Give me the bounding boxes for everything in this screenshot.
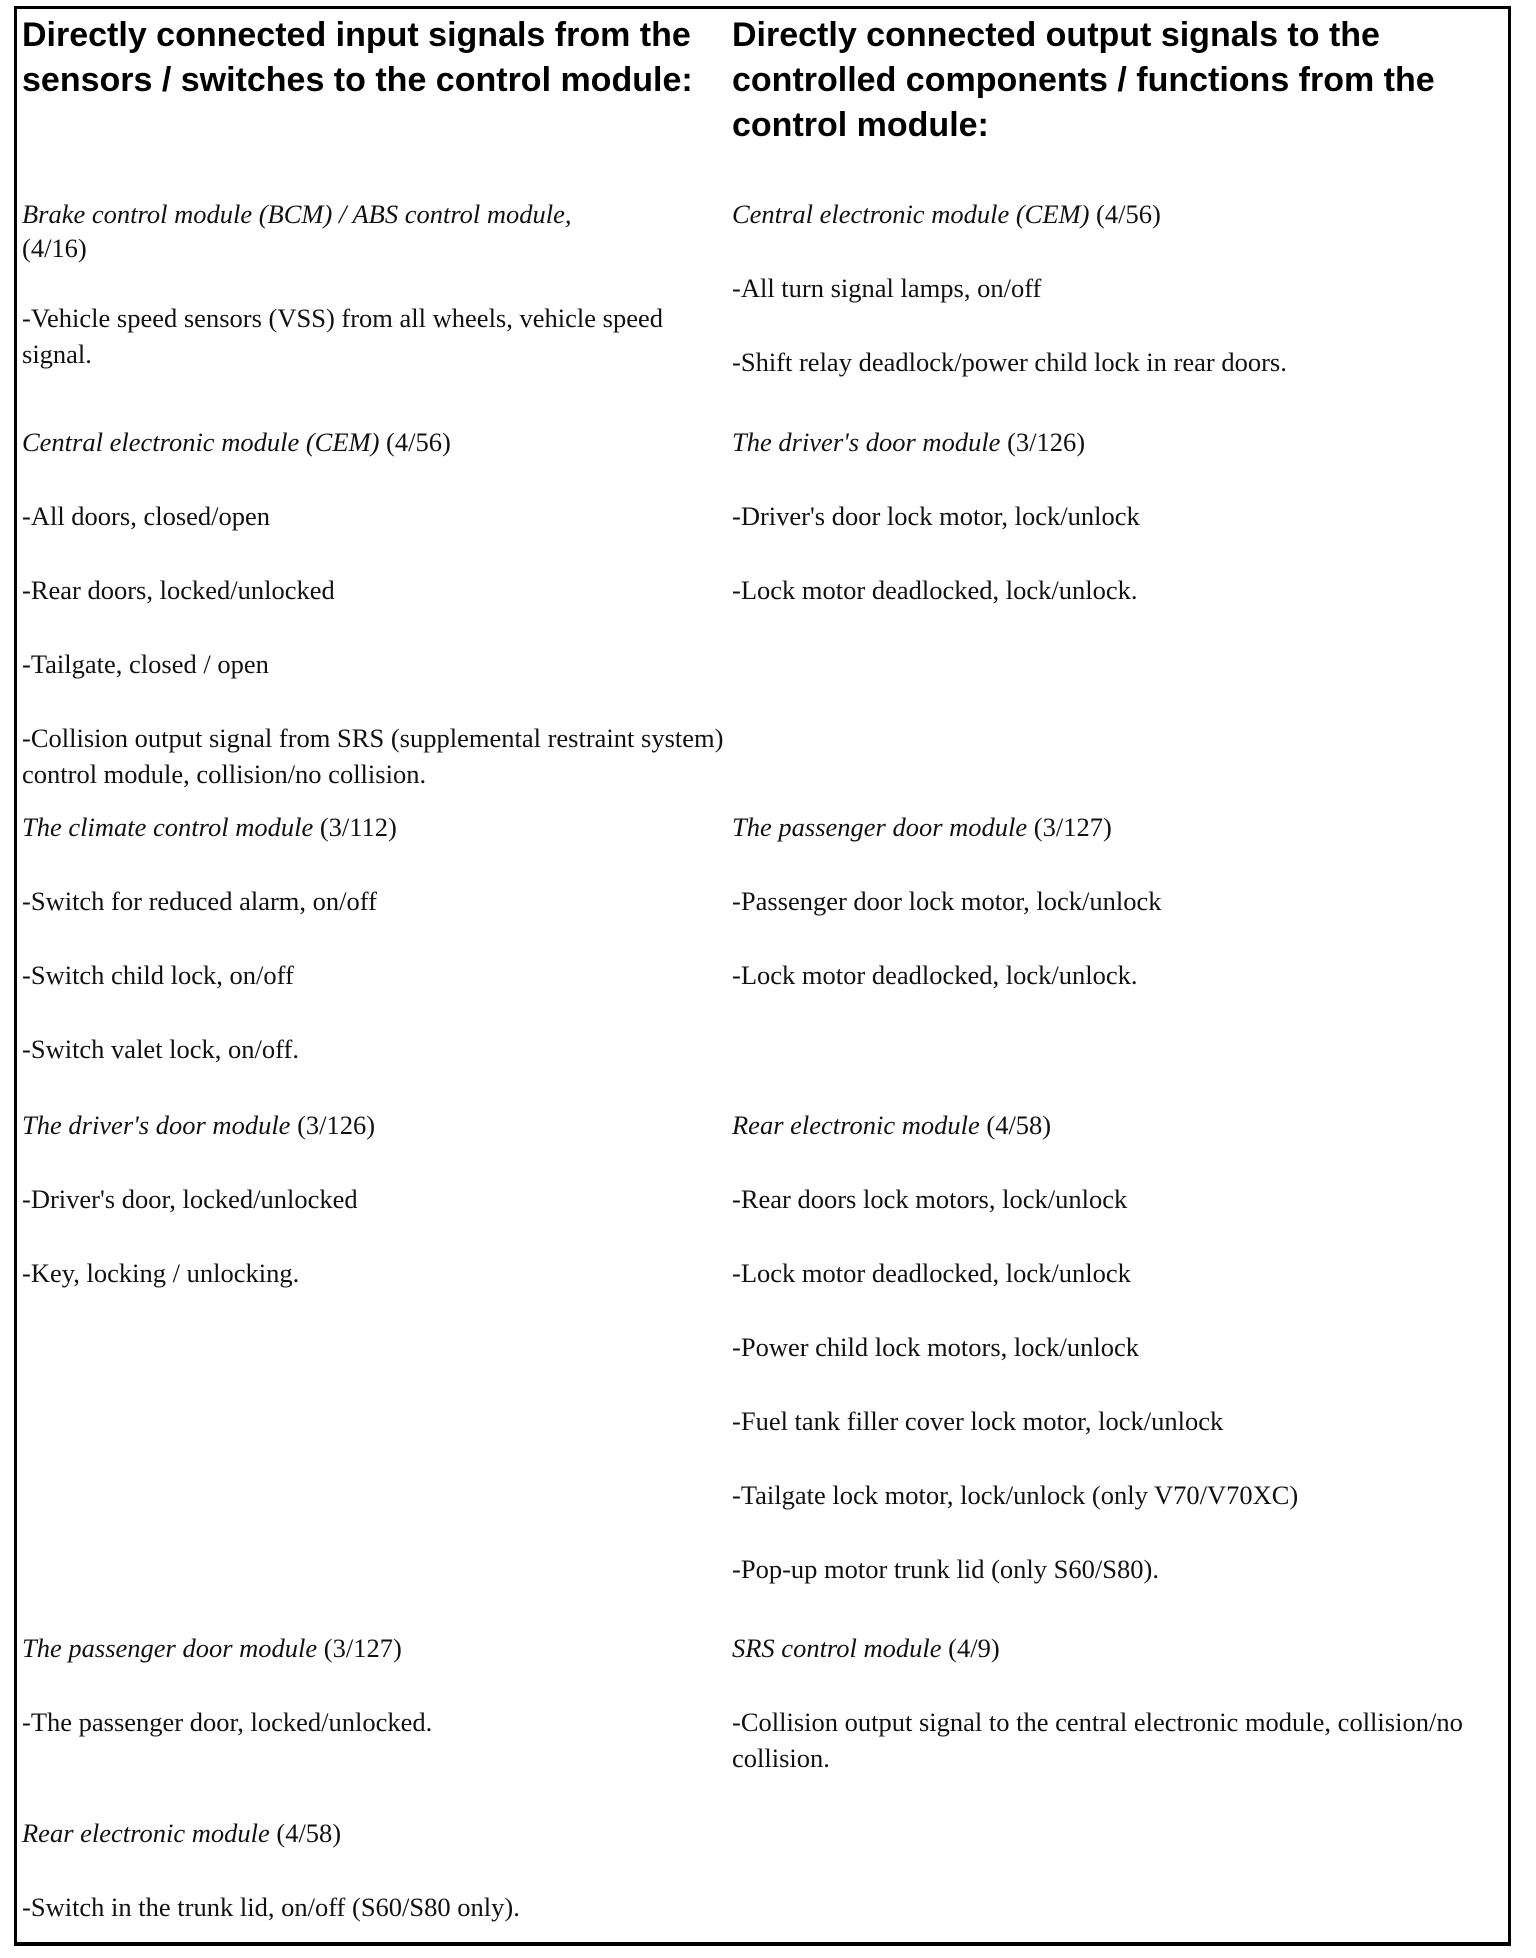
output-driver-lock-motor: -Driver's door lock motor, lock/unlock bbox=[732, 501, 1140, 531]
signal-collision-input: -Collision output signal from SRS (supplemental restraint system) control module, collision/no collision. bbox=[22, 723, 724, 789]
signal-child-lock-switch: -Switch child lock, on/off bbox=[22, 960, 294, 990]
left-column-header: Directly connected input signals from the sensors / switches to the control module: bbox=[22, 16, 693, 99]
signal-rear-doors: -Rear doors, locked/unlocked bbox=[22, 575, 335, 605]
output-rear-lock-motors: -Rear doors lock motors, lock/unlock bbox=[732, 1184, 1128, 1214]
output-heading-driver-door: The driver's door module (3/126) bbox=[732, 427, 1086, 457]
signal-key: -Key, locking / unlocking. bbox=[22, 1258, 300, 1288]
signal-tailgate: -Tailgate, closed / open bbox=[22, 649, 269, 679]
output-shift-relay: -Shift relay deadlock/power child lock in rear doors. bbox=[732, 347, 1287, 377]
output-child-lock-motors: -Power child lock motors, lock/unlock bbox=[732, 1332, 1139, 1362]
signal-reduced-alarm: -Switch for reduced alarm, on/off bbox=[22, 886, 377, 916]
module-heading-bcm: Brake control module (BCM) / ABS control module, bbox=[22, 199, 572, 229]
signals-table bbox=[14, 6, 1511, 1946]
signal-trunk-switch: -Switch in the trunk lid, on/off (S60/S80 only). bbox=[22, 1892, 520, 1922]
module-heading-rear-electronic: Rear electronic module (4/58) bbox=[22, 1818, 342, 1848]
output-collision: -Collision output signal to the central electronic module, collision/no collision. bbox=[732, 1707, 1463, 1773]
output-heading-passenger-door: The passenger door module (3/127) bbox=[732, 812, 1112, 842]
signal-passenger-door: -The passenger door, locked/unlocked. bbox=[22, 1707, 433, 1737]
output-driver-deadlock: -Lock motor deadlocked, lock/unlock. bbox=[732, 575, 1138, 605]
output-passenger-deadlock: -Lock motor deadlocked, lock/unlock. bbox=[732, 960, 1138, 990]
module-heading-driver-door: The driver's door module (3/126) bbox=[22, 1110, 376, 1140]
output-passenger-lock-motor: -Passenger door lock motor, lock/unlock bbox=[732, 886, 1162, 916]
output-turn-lamps: -All turn signal lamps, on/off bbox=[732, 273, 1042, 303]
signal-vss: -Vehicle speed sensors (VSS) from all wheels, vehicle speed signal. bbox=[22, 303, 663, 369]
module-code-bcm: (4/16) bbox=[22, 233, 87, 263]
output-heading-srs: SRS control module (4/9) bbox=[732, 1633, 1000, 1663]
output-tailgate-motor: -Tailgate lock motor, lock/unlock (only V70/V70XC) bbox=[732, 1480, 1299, 1510]
output-heading-rear-electronic: Rear electronic module (4/58) bbox=[732, 1110, 1052, 1140]
signal-driver-door: -Driver's door, locked/unlocked bbox=[22, 1184, 358, 1214]
module-heading-climate: The climate control module (3/112) bbox=[22, 812, 397, 842]
right-column-header: Directly connected output signals to the controlled components / functions from the control module: bbox=[732, 16, 1435, 144]
output-rem-deadlock: -Lock motor deadlocked, lock/unlock bbox=[732, 1258, 1131, 1288]
output-heading-cem: Central electronic module (CEM) (4/56) bbox=[732, 199, 1161, 229]
signal-valet-lock: -Switch valet lock, on/off. bbox=[22, 1034, 299, 1064]
output-fuel-cover: -Fuel tank filler cover lock motor, lock/unlock bbox=[732, 1406, 1224, 1436]
module-heading-cem: Central electronic module (CEM) (4/56) bbox=[22, 427, 451, 457]
signal-doors: -All doors, closed/open bbox=[22, 501, 271, 531]
output-popup-motor: -Pop-up motor trunk lid (only S60/S80). bbox=[732, 1554, 1159, 1584]
module-heading-passenger-door: The passenger door module (3/127) bbox=[22, 1633, 402, 1663]
